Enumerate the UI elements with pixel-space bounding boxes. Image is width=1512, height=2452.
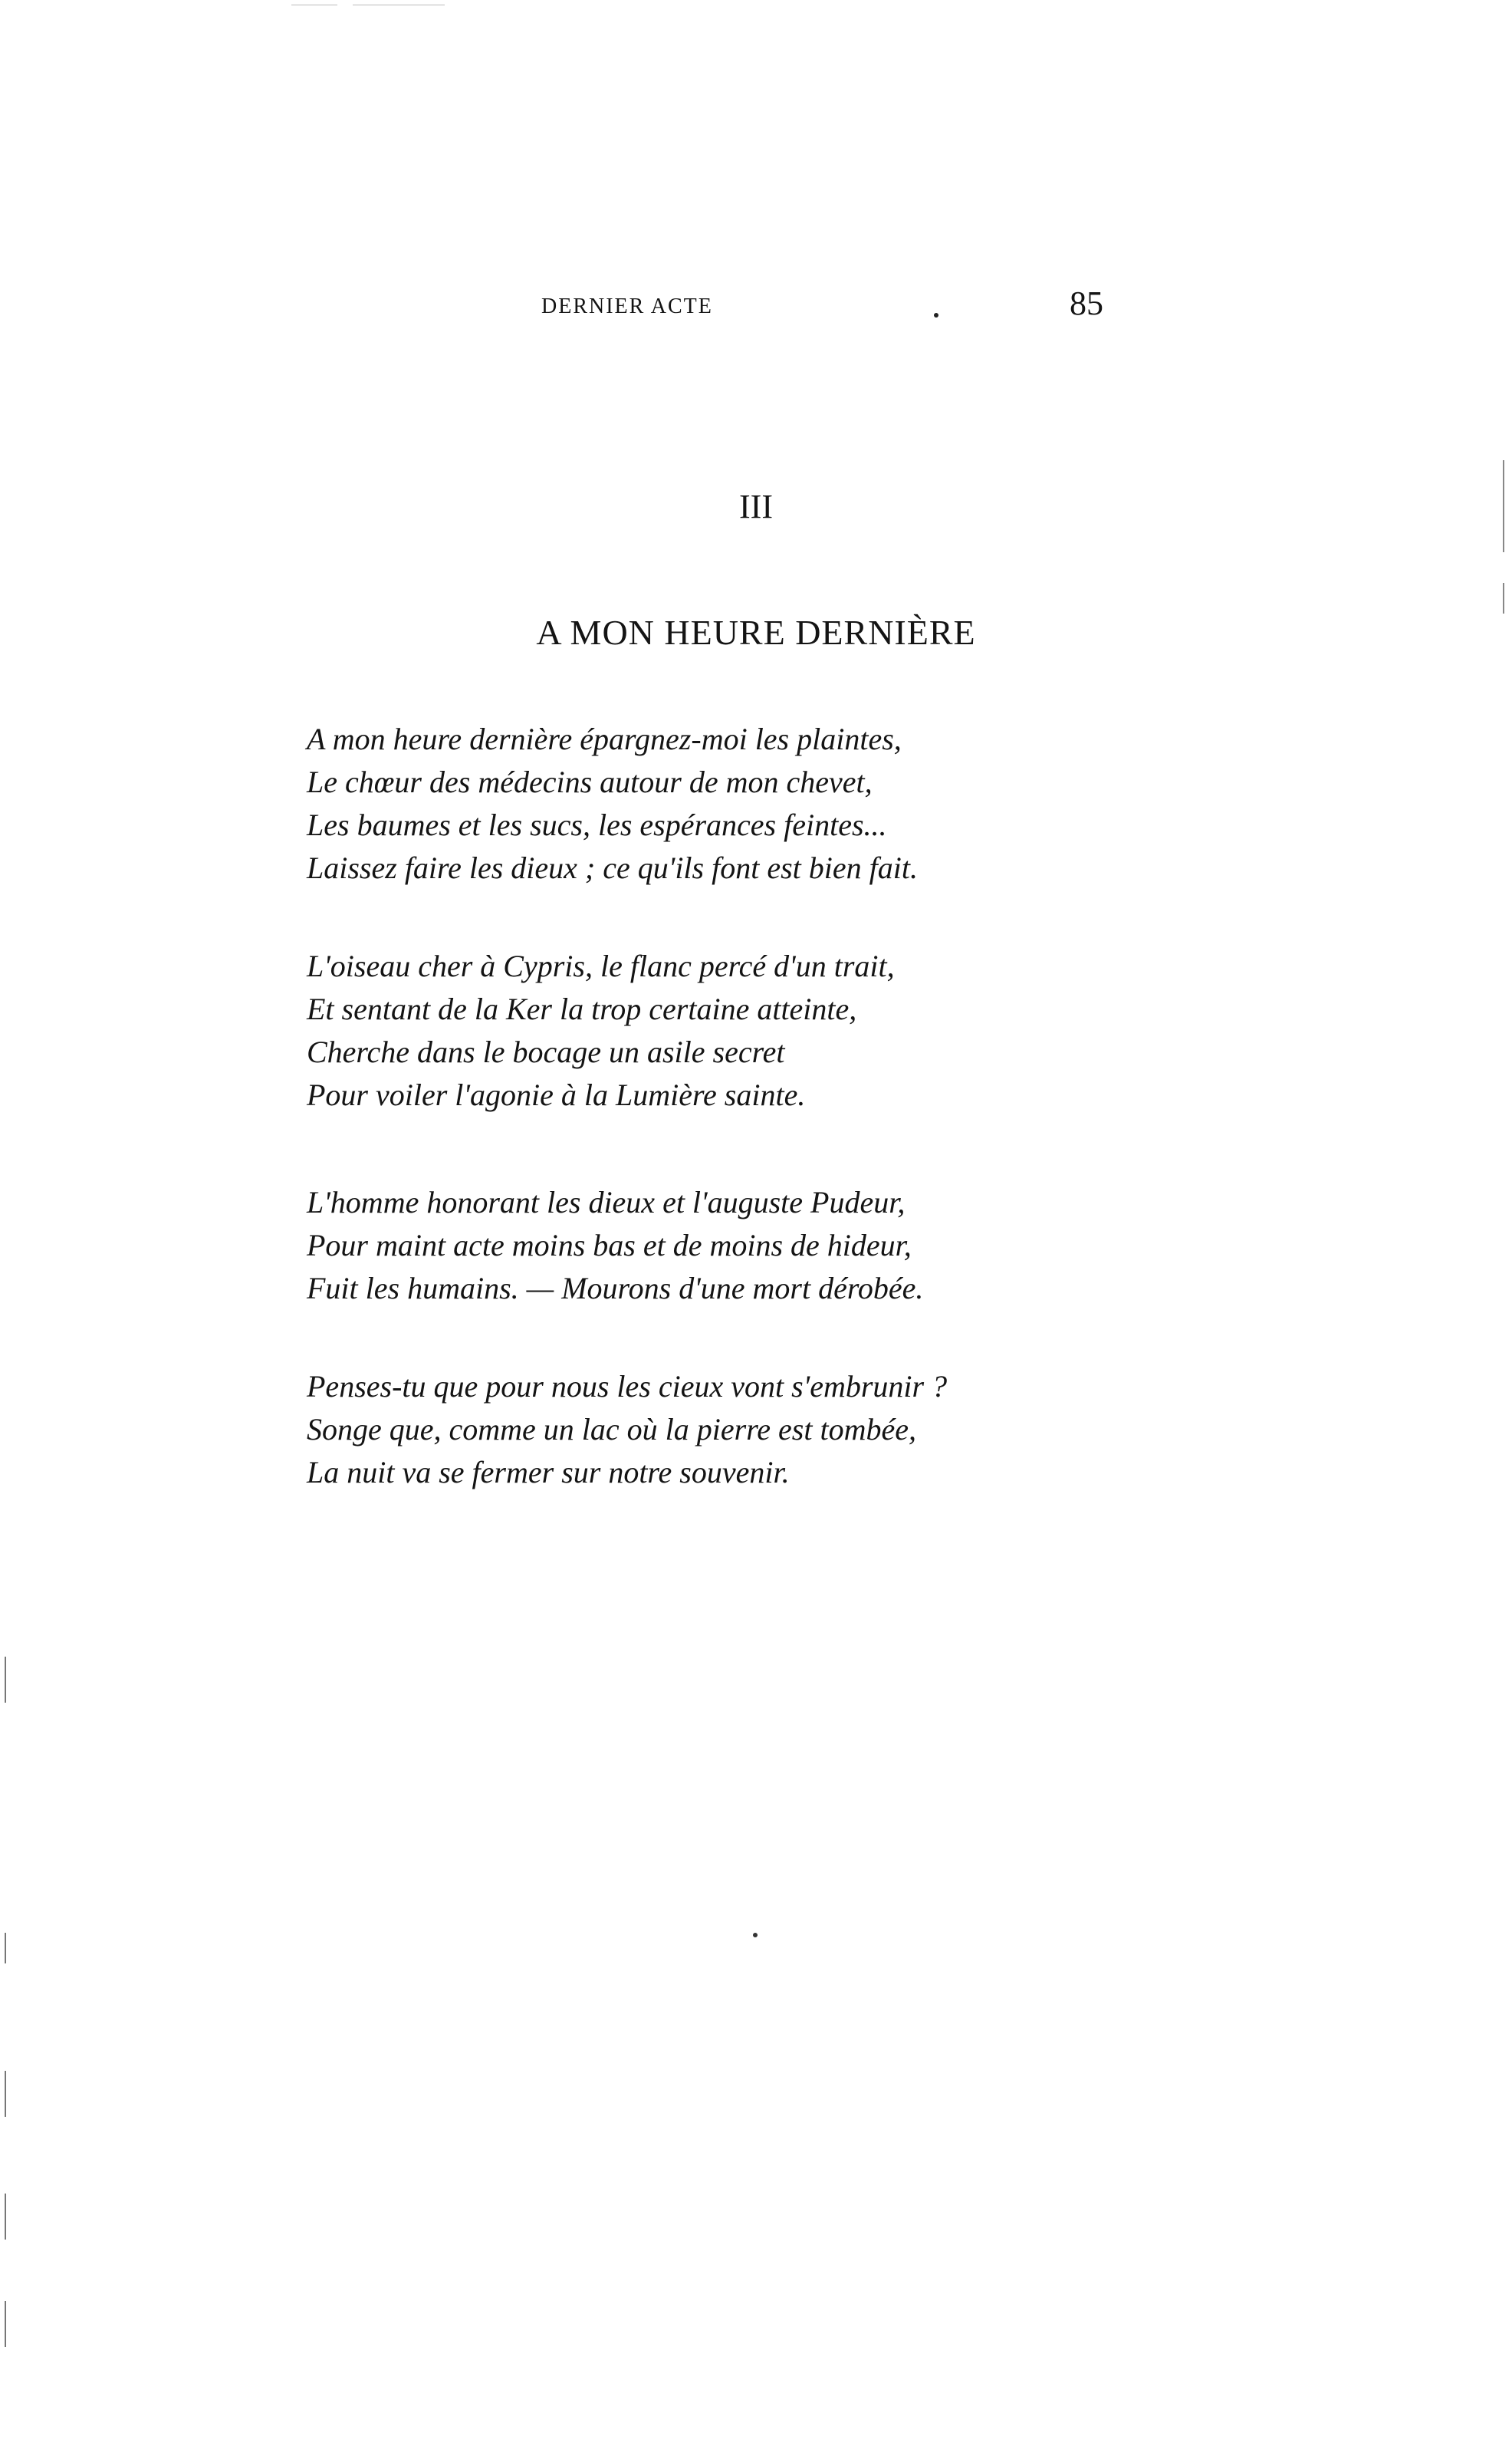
verse-line: Fuit les humains. — Mourons d'une mort dérobée. bbox=[307, 1271, 924, 1305]
section-number: III bbox=[739, 488, 773, 525]
verse-line: Les baumes et les sucs, les espérances feintes... bbox=[307, 808, 887, 842]
verse-line: L'homme honorant les dieux et l'auguste Pudeur, bbox=[307, 1185, 906, 1219]
stanza-3 bbox=[307, 1181, 1073, 1310]
scan-margin-mark bbox=[5, 1933, 6, 1963]
scan-edge-line bbox=[1503, 583, 1504, 614]
running-head-dot bbox=[934, 313, 938, 318]
stanza-1 bbox=[307, 718, 1073, 890]
scan-margin-mark bbox=[5, 2194, 6, 2240]
verse-line: L'oiseau cher à Cypris, le flanc percé d'un trait, bbox=[307, 949, 895, 983]
verse-line: Laissez faire les dieux ; ce qu'ils font est bien fait. bbox=[307, 851, 918, 885]
stanza-2 bbox=[307, 945, 1073, 1117]
scan-margin-mark bbox=[5, 2301, 6, 2347]
verse-line: Le chœur des médecins autour de mon chevet, bbox=[307, 765, 873, 799]
verse-line: La nuit va se fermer sur notre souvenir. bbox=[307, 1455, 790, 1489]
stanza-4 bbox=[307, 1365, 1073, 1494]
page-number: 85 bbox=[1070, 285, 1103, 322]
verse-line: A mon heure dernière épargnez-moi les plaintes, bbox=[307, 722, 902, 756]
scan-speck bbox=[753, 1933, 758, 1937]
poem-title: A MON HEURE DERNIÈRE bbox=[536, 613, 976, 652]
verse-line: Cherche dans le bocage un asile secret bbox=[307, 1035, 785, 1069]
verse-line: Pour voiler l'agonie à la Lumière sainte. bbox=[307, 1078, 806, 1112]
scan-margin-mark bbox=[5, 1657, 6, 1703]
running-head: DERNIER ACTE bbox=[541, 295, 713, 318]
verse-line: Et sentant de la Ker la trop certaine atteinte, bbox=[307, 992, 857, 1026]
verse-line: Songe que, comme un lac où la pierre est tombée, bbox=[307, 1412, 916, 1447]
verse-line: Penses-tu que pour nous les cieux vont s'embrunir ? bbox=[307, 1369, 948, 1404]
verse-line: Pour maint acte moins bas et de moins de hideur, bbox=[307, 1228, 912, 1262]
scan-margin-mark bbox=[5, 2071, 6, 2117]
